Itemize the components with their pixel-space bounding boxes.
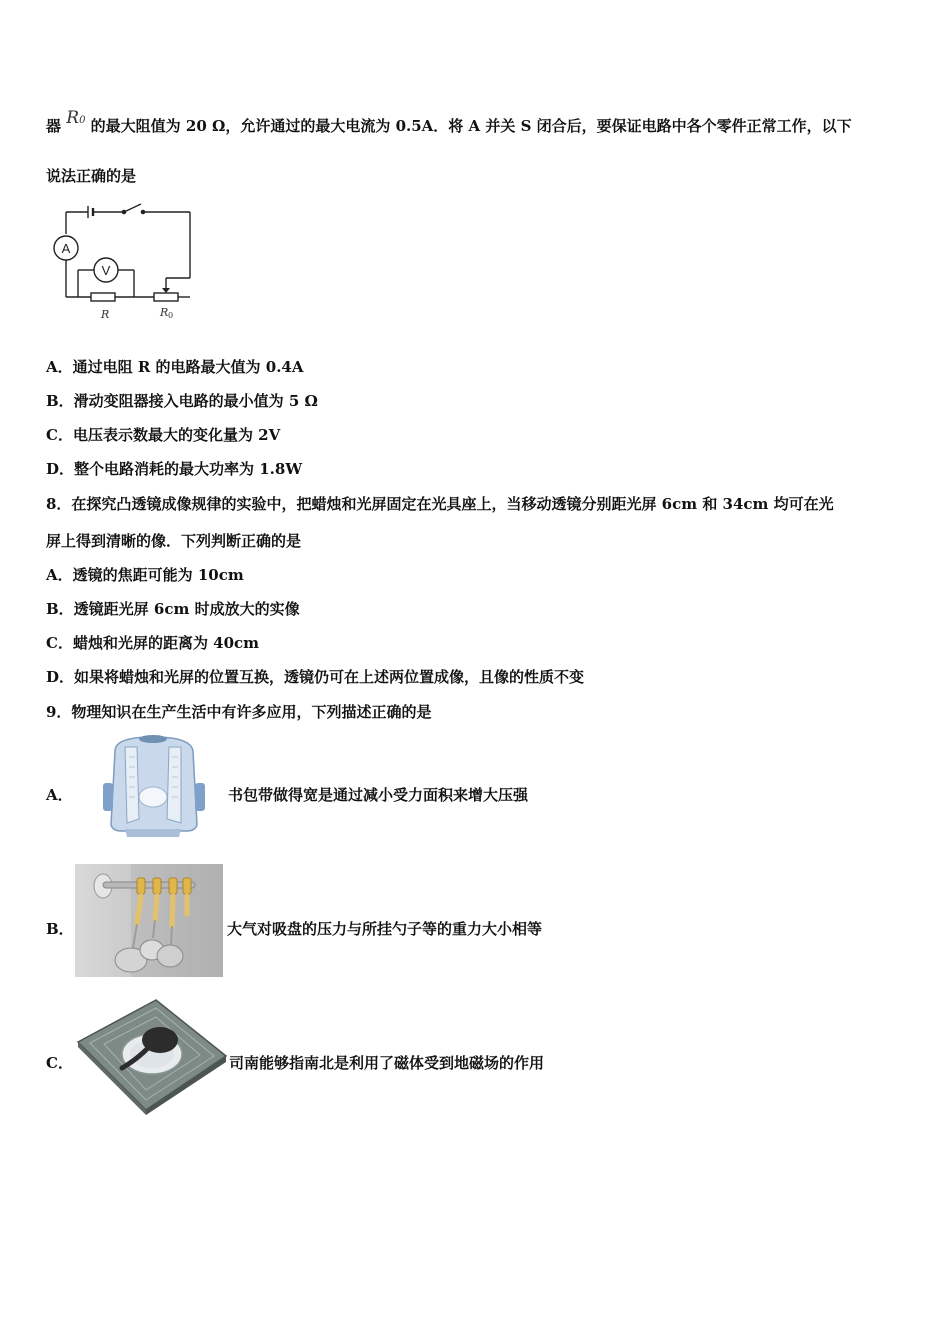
q9-option-b-text: 大气对吸盘的压力与所挂勺子等的重力大小相等	[227, 920, 543, 938]
q7-stem-text: 的最大阻值为 20 Ω，允许通过的最大电流为 0.5A．将 A 并关 S 闭合后，要保证电路中各个零件正常工作，以下	[90, 117, 852, 135]
sinan-compass-image	[74, 998, 229, 1115]
r0-symbol: R0	[66, 108, 86, 128]
q9-stem: 9．物理知识在生产生活中有许多应用，下列描述正确的是	[46, 703, 432, 721]
circuit-diagram	[44, 198, 204, 328]
q8-option-a: A．透镜的焦距可能为 10cm	[46, 566, 244, 584]
q9-option-a-letter: A．	[46, 786, 73, 804]
q8-option-d: D．如果将蜡烛和光屏的位置互换，透镜仍可在上述两位置成像，且像的性质不变	[46, 668, 585, 686]
q7-stem-line1	[46, 108, 852, 136]
q9-option-c-text: 司南能够指南北是利用了磁体受到地磁场的作用	[229, 1054, 545, 1072]
q8-stem-line2: 屏上得到清晰的像．下列判断正确的是	[46, 532, 302, 550]
q8-stem-line1: 8．在探究凸透镜成像规律的实验中，把蜡烛和光屏固定在光具座上，当移动透镜分别距光屏 6cm 和 34cm 均可在光	[46, 495, 834, 513]
backpack-image	[95, 733, 213, 839]
voltmeter-label: V	[101, 263, 111, 278]
q9-option-b-letter: B．	[46, 920, 74, 938]
q7-option-c: C．电压表示数最大的变化量为 2V	[46, 426, 281, 444]
rheostat-label: R	[160, 306, 169, 319]
q7-option-a: A．通过电阻 R 的电路最大值为 0.4A	[46, 358, 304, 376]
q7-option-d: D．整个电路消耗的最大功率为 1.8W	[46, 460, 303, 478]
q9-option-c-letter: C．	[46, 1054, 73, 1072]
q7-lead: 器	[46, 117, 62, 135]
resistor-label: R	[101, 308, 110, 321]
q9-option-a-text: 书包带做得宽是通过减小受力面积来增大压强	[228, 786, 529, 804]
q7-option-b: B．滑动变阻器接入电路的最小值为 5 Ω	[46, 392, 318, 410]
rheostat-subscript: 0	[168, 311, 174, 320]
q7-stem-line2: 说法正确的是	[46, 167, 137, 185]
q8-option-c: C．蜡烛和光屏的距离为 40cm	[46, 634, 260, 652]
suction-cup-ladles-image	[75, 864, 223, 977]
q8-option-b: B．透镜距光屏 6cm 时成放大的实像	[46, 600, 300, 618]
ammeter-label: A	[61, 241, 71, 256]
